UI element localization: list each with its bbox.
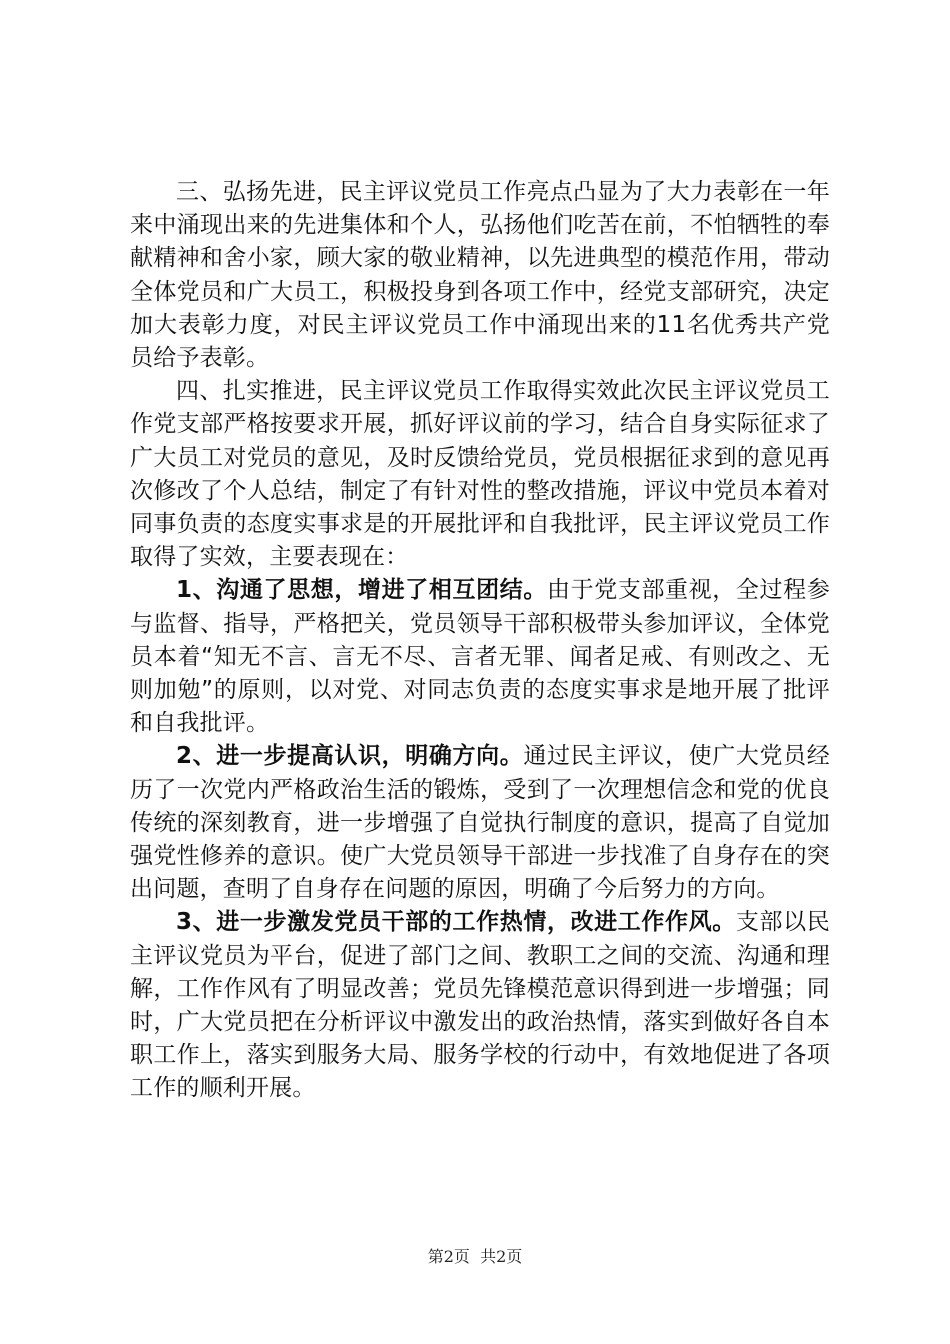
paragraph-text: 四、扎实推进，民主评议党员工作取得实效此次民主评议党员工作党支部严格按要求开展，抓好评议前的学习，结合自身实际征求了广大员工对党员的意见，及时反馈给党员，党员根据征求到的意见再次修改了个人总结，制定了有针对性的整改措施，评议中党员本着对同事负责的态度实事求是的开展批评和自我批评，民主评议党员工作取得了实效，主要表现在： (130, 378, 830, 571)
page-number: 第2页 共2页 (427, 1247, 523, 1266)
paragraph-text: 支部以民主评议党员为平台，促进了部门之间、教职工之间的交流、沟通和理解，工作作风有了明显改善；党员先锋模范意识得到进一步增强；同时，广大党员把在分析评议中激发出的政治热情，落实到做好各自本职工作上，落实到服务大局、服务学校的行动中，有效地促进了各项工作的顺利开展。 (130, 909, 830, 1102)
paragraph-lead: 2、进一步提高认识，明确方向。 (176, 743, 524, 770)
paragraph-solid-progress (130, 375, 830, 574)
paragraph-point-3 (130, 906, 830, 1105)
paragraph-commend-advanced (130, 176, 830, 375)
page-footer (0, 1244, 950, 1267)
paragraph-lead: 3、进一步激发党员干部的工作热情，改进工作作风。 (176, 909, 736, 936)
paragraph-text: 通过民主评议，使广大党员经历了一次党内严格政治生活的锻炼，受到了一次理想信念和党的优良传统的深刻教育，进一步增强了自觉执行制度的意识，提高了自觉加强党性修养的意识。使广大党员领导干部进一步找准了自身存在的突出问题，查明了自身存在问题的原因，明确了今后努力的方向。 (130, 743, 830, 903)
paragraph-point-1 (130, 574, 830, 740)
document-body (130, 176, 830, 1106)
paragraph-point-2 (130, 740, 830, 906)
paragraph-text: 三、弘扬先进，民主评议党员工作亮点凸显为了大力表彰在一年来中涌现出来的先进集体和个人，弘扬他们吃苦在前，不怕牺牲的奉献精神和舍小家，顾大家的敬业精神，以先进典型的模范作用，带动全体党员和广大员工，积极投身到各项工作中，经党支部研究，决定加大表彰力度，对民主评议党员工作中涌现出来的11名优秀共产党员给予表彰。 (130, 179, 830, 372)
paragraph-lead: 1、沟通了思想，增进了相互团结。 (176, 577, 547, 604)
paragraph-text: 由于党支部重视，全过程参与监督、指导，严格把关，党员领导干部积极带头参加评议，全体党员本着“知无不言、言无不尽、言者无罪、闻者足戒、有则改之、无则加勉”的原则，以对党、对同志负责的态度实事求是地开展了批评和自我批评。 (130, 577, 830, 737)
